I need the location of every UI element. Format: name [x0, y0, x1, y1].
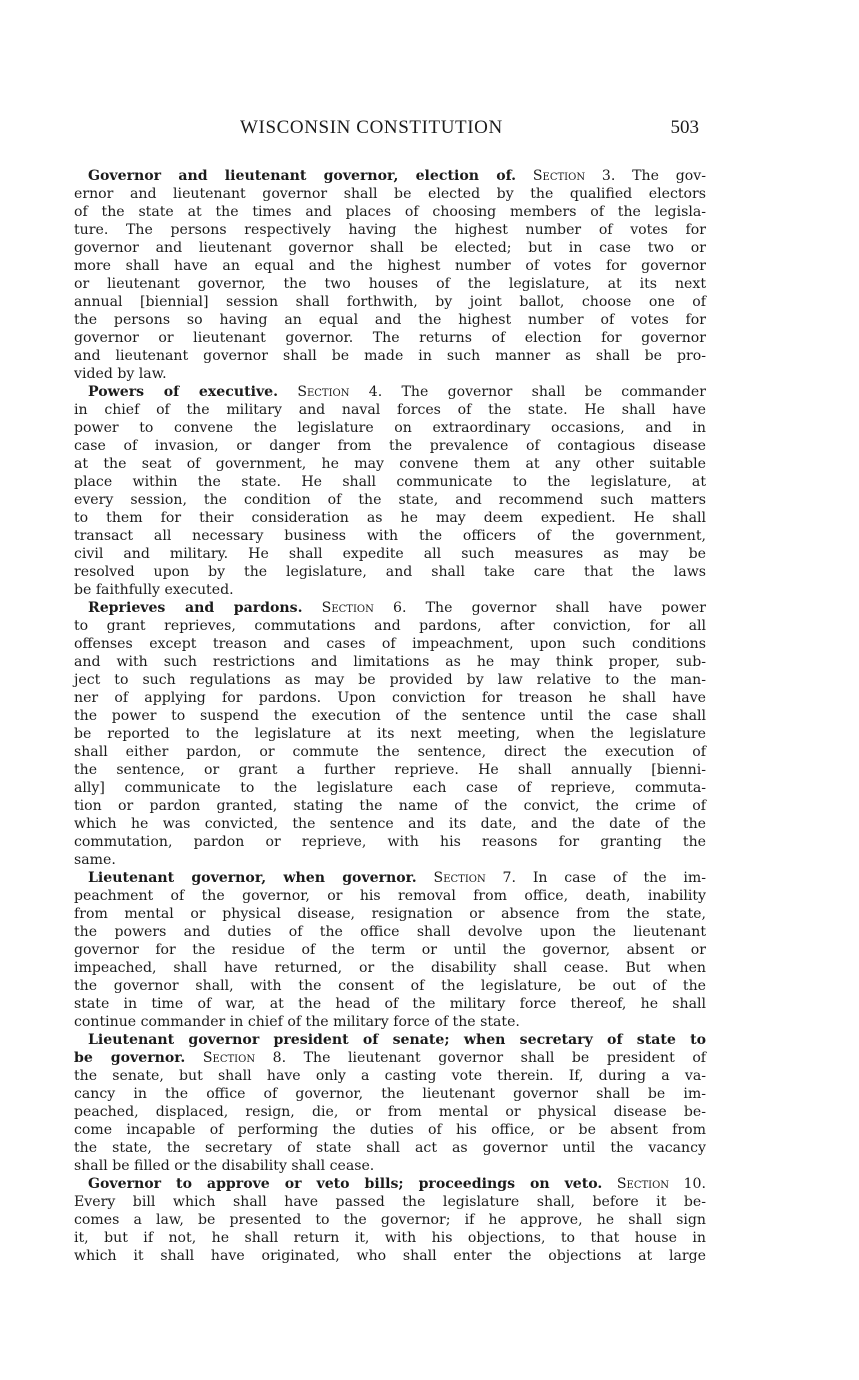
running-head: WISCONSIN CONSTITUTION: [240, 117, 503, 138]
text-line: vided by law.: [74, 366, 167, 382]
text-line: more shall have an equal and the highest number of votes for governor: [74, 258, 706, 274]
text-line: case of invasion, or danger from the prevalence of contagious disease: [74, 438, 706, 454]
text-line: power to convene the legislature on extraordinary occasions, and in: [74, 420, 706, 436]
text-line: ernor and lieutenant governor shall be elected by the qualified electors: [74, 186, 706, 202]
section-heading: Reprieves and pardons.: [88, 600, 303, 616]
text-line: from mental or physical disease, resignation or absence from the state,: [74, 906, 706, 922]
text-line: governor or lieutenant governor. The returns of election for governor: [74, 330, 706, 346]
section-10: [74, 1175, 706, 1265]
text-line: be faithfully executed.: [74, 582, 234, 598]
text-line: every session, the condition of the state, and recommend such matters: [74, 492, 706, 508]
section-label: Section 10.: [616, 1176, 706, 1192]
text-line: annual [biennial] session shall forthwith, by joint ballot, choose one of: [74, 294, 706, 310]
text-line: governor and lieutenant governor shall be elected; but in case two or: [74, 240, 706, 256]
text-line: offenses except treason and cases of impeachment, upon such conditions: [74, 636, 706, 652]
text-line: Every bill which shall have passed the legislature shall, before it be-: [74, 1194, 706, 1210]
text-line: continue commander in chief of the military force of the state.: [74, 1014, 520, 1030]
text-line: state in time of war, at the head of the military force thereof, he shall: [74, 996, 706, 1012]
text-line: tion or pardon granted, stating the name of the convict, the crime of: [74, 798, 706, 814]
text-line: or lieutenant governor, the two houses of the legislature, at its next: [74, 276, 706, 292]
text-line: in chief of the military and naval forces of the state. He shall have: [74, 402, 706, 418]
text-line: the powers and duties of the office shall devolve upon the lieutenant: [74, 924, 706, 940]
section-label: Section 7.: [433, 870, 516, 886]
text-line: Governor and lieutenant governor, election of. Section 3. The gov-: [88, 168, 706, 184]
text-line: shall be filled or the disability shall cease.: [74, 1158, 375, 1174]
text-line: Powers of executive. Section 4. The governor shall be commander: [88, 384, 706, 400]
text-line: peached, displaced, resign, die, or from mental or physical disease be-: [74, 1104, 706, 1120]
text-line: resolved upon by the legislature, and shall take care that the laws: [74, 564, 706, 580]
section-label: Section 6.: [321, 600, 407, 616]
text-line: the sentence, or grant a further reprieve. He shall annually [bienni-: [74, 762, 706, 778]
text-line: be governor. Section 8. The lieutenant governor shall be president of: [74, 1050, 707, 1066]
text-line: and with such restrictions and limitations as he may think proper, sub-: [74, 654, 706, 670]
text-line: Reprieves and pardons. Section 6. The governor shall have power: [88, 600, 707, 616]
text-line: [74, 1175, 706, 1193]
text-line: transact all necessary business with the officers of the government,: [74, 528, 706, 544]
section-7: [74, 869, 706, 1031]
body-text: [74, 167, 706, 1265]
text-line: ally] communicate to the legislature each case of reprieve, commuta-: [74, 780, 706, 796]
text-line: commutation, pardon or reprieve, with his reasons for granting the: [74, 834, 706, 850]
text-line: of the state at the times and places of choosing members of the legisla-: [74, 204, 706, 220]
text-line: which it shall have originated, who shall enter the objections at large: [74, 1248, 706, 1264]
section-heading: Governor to approve or veto bills; proceedings on veto.: [88, 1176, 603, 1192]
text-line: at the seat of government, he may convene them at any other suitable: [74, 456, 706, 472]
section-label: Section 4.: [297, 384, 383, 400]
text-line: it, but if not, he shall return it, with his objections, to that house in: [74, 1230, 706, 1246]
text-line: the senate, but shall have only a casting vote therein. If, during a va-: [74, 1068, 706, 1084]
text-line: Lieutenant governor, when governor. Section 7. In case of the im-: [88, 870, 707, 886]
text-line: come incapable of performing the duties of his office, or be absent from: [74, 1122, 706, 1138]
section-heading: Lieutenant governor, when governor.: [88, 870, 417, 886]
page-number: 503: [670, 117, 699, 138]
text-line: civil and military. He shall expedite all such measures as may be: [74, 546, 706, 562]
section-label: Section 8.: [202, 1050, 287, 1066]
text-line: be reported to the legislature at its next meeting, when the legislature: [74, 726, 706, 742]
text-line: comes a law, be presented to the governor; if he approve, he shall sign: [74, 1212, 706, 1228]
section-heading: be governor.: [74, 1050, 186, 1066]
section-4: [74, 383, 706, 599]
section-heading: Powers of executive.: [88, 384, 279, 400]
section-label: Section 3.: [532, 168, 616, 184]
section-6: [74, 599, 706, 869]
section-3: [74, 167, 706, 383]
text-line: to grant reprieves, commutations and pardons, after conviction, for all: [74, 618, 706, 634]
text-line: ner of applying for pardons. Upon conviction for treason he shall have: [74, 690, 706, 706]
text-line: ject to such regulations as may be provided by law relative to the man-: [74, 672, 706, 688]
text-line: to them for their consideration as he may deem expedient. He shall: [74, 510, 706, 526]
text-line: place within the state. He shall communicate to the legislature, at: [74, 474, 706, 490]
section-heading: Lieutenant governor president of senate; when secretary of state to: [88, 1032, 706, 1048]
text-line: impeached, shall have returned, or the disability shall cease. But when: [74, 960, 706, 976]
text-line: the governor shall, with the consent of the legislature, be out of the: [74, 978, 706, 994]
text-line: ture. The persons respectively having the highest number of votes for: [74, 222, 706, 238]
section-heading: Governor and lieutenant governor, election of.: [88, 168, 517, 184]
text-line: cancy in the office of governor, the lieutenant governor shall be im-: [74, 1086, 706, 1102]
text-line: and lieutenant governor shall be made in such manner as shall be pro-: [74, 348, 706, 364]
text-line: same.: [74, 852, 116, 868]
text-line: governor for the residue of the term or until the governor, absent or: [74, 942, 706, 958]
page-header: [74, 117, 706, 143]
text-line: peachment of the governor, or his removal from office, death, inability: [74, 888, 706, 904]
text-line: shall either pardon, or commute the sentence, direct the execution of: [74, 744, 706, 760]
section-8: [74, 1031, 706, 1175]
text-line: the persons so having an equal and the highest number of votes for: [74, 312, 706, 328]
text-line: the power to suspend the execution of the sentence until the case shall: [74, 708, 706, 724]
text-line: which he was convicted, the sentence and its date, and the date of the: [74, 816, 706, 832]
text-line: the state, the secretary of state shall act as governor until the vacancy: [74, 1140, 706, 1156]
